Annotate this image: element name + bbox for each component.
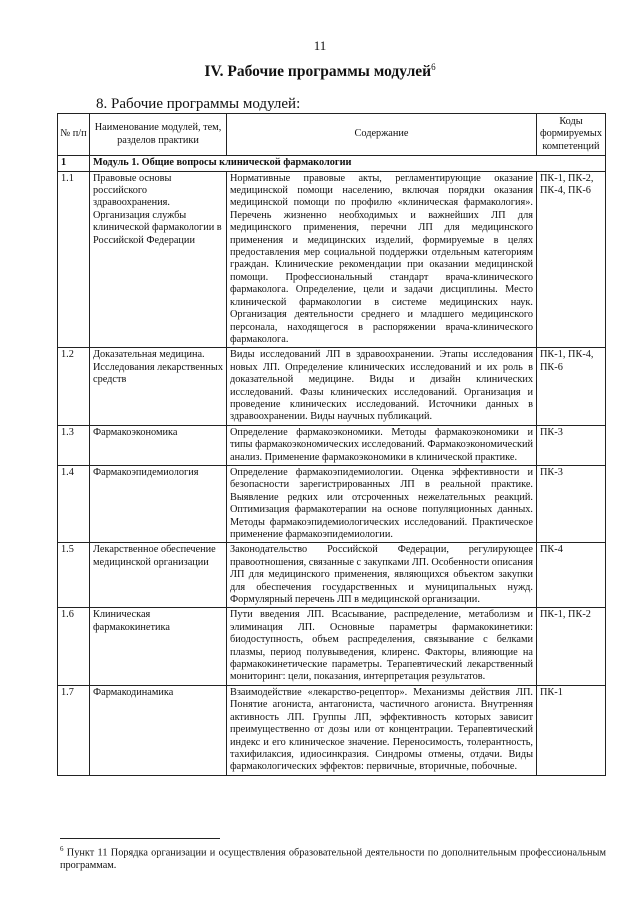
footnote-text: Пункт 11 Порядка организации и осуществления образовательной деятельности по дополнительным профессиональным программам. <box>60 847 606 871</box>
table-row <box>58 543 606 608</box>
row-num: 1.1 <box>58 171 90 348</box>
row-content: Пути введения ЛП. Всасывание, распределение, метаболизм и элиминация ЛП. Основные параметры фармакокинетики: биодоступность, объем распределения, связывание с белками плазмы, период полувыведения, клиренс. Факторы, влияющие на фармакокинетические параметры. Терапевтический лекарственный мониторинг: цели, показания, интерпретация результатов. <box>227 608 537 685</box>
module-row <box>58 156 606 171</box>
page-number: 11 <box>313 38 327 53</box>
table-row <box>58 608 606 685</box>
row-num: 1.2 <box>58 348 90 425</box>
modules-table <box>57 113 606 776</box>
row-content: Виды исследований ЛП в здравоохранении. Этапы исследования новых ЛП. Определение клинических исследований и их роль в доказательной медицине. Виды и дизайн клинических исследований. Фазы клинических исследований. Организация и проведение клинических исследований. Источники данных в здравоохранении. Виды научных публикаций. <box>227 348 537 425</box>
page-title <box>0 62 640 81</box>
row-codes: ПК-1, ПК-2 <box>537 608 606 685</box>
row-name: Клиническая фармакокинетика <box>90 608 227 685</box>
title-footnote-mark[interactable]: 6 <box>431 62 436 72</box>
row-num: 1.4 <box>58 465 90 542</box>
row-name: Фармакодинамика <box>90 685 227 775</box>
row-content: Определение фармакоэпидемиологии. Оценка эффективности и безопасности зарегистрированных ЛП в реальной практике. Выявление редких или отсроченных нежелательных реакций. Оптимизация фармакотерапии на основе популяционных данных. Методы фармакоэпидемиологических исследований. Практическое применение фармакоэпидемиологии. <box>227 465 537 542</box>
row-content: Определение фармакоэкономики. Методы фармакоэкономики и типы фармакоэкономических исследований. Фармакоэкономический анализ. Применение фармакоэкономики в клинической практике. <box>227 425 537 465</box>
table-row <box>58 425 606 465</box>
header-name: Наименование модулей, тем, разделов практики <box>90 114 227 156</box>
row-codes: ПК-3 <box>537 425 606 465</box>
row-content: Законодательство Российской Федерации, регулирующее правоотношения, связанные с закупками ЛП. Особенности описания ЛП для медицинского применения, являющихся объектом закупки для обеспечения государственных и муниципальных нужд. Формулярный перечень ЛП в медицинской организации. <box>227 543 537 608</box>
table-row <box>58 348 606 425</box>
module-num: 1 <box>58 156 90 171</box>
row-name: Доказательная медицина. Исследования лекарственных средств <box>90 348 227 425</box>
table-row <box>58 171 606 348</box>
header-num: № п/п <box>58 114 90 156</box>
footnote-divider <box>60 838 220 839</box>
row-codes: ПК-3 <box>537 465 606 542</box>
table-header-row <box>58 114 606 156</box>
section-heading: 8. Рабочие программы модулей: <box>96 96 301 112</box>
row-codes: ПК-1, ПК-4, ПК-6 <box>537 348 606 425</box>
row-num: 1.6 <box>58 608 90 685</box>
header-codes: Коды формируемых компетенций <box>537 114 606 156</box>
row-num: 1.7 <box>58 685 90 775</box>
page-title-text: IV. Рабочие программы модулей <box>204 63 432 81</box>
footnote <box>60 843 606 872</box>
row-codes: ПК-1 <box>537 685 606 775</box>
row-name: Правовые основы российского здравоохранения. Организация службы клинической фармакологии в Российской Федерации <box>90 171 227 348</box>
row-codes: ПК-1, ПК-2, ПК-4, ПК-6 <box>537 171 606 348</box>
row-num: 1.5 <box>58 543 90 608</box>
module-title: Модуль 1. Общие вопросы клинической фармакологии <box>90 156 606 171</box>
row-name: Фармакоэкономика <box>90 425 227 465</box>
row-name: Лекарственное обеспечение медицинской организации <box>90 543 227 608</box>
row-content: Взаимодействие «лекарство-рецептор». Механизмы действия ЛП. Понятие агониста, антагониста, частичного агониста. Внутренняя активность ЛП. Группы ЛП, эффективность которых зависит преимущественно от дозы или от концентрации. Терапевтический индекс и его клиническое значение. Переносимость, толерантность, тахифилаксия, идиосинкразия. Синдромы отмены, отдачи. Виды фармакологических эффектов: первичные, вторичные, побочные. <box>227 685 537 775</box>
table-row <box>58 465 606 542</box>
row-name: Фармакоэпидемиология <box>90 465 227 542</box>
header-content: Содержание <box>227 114 537 156</box>
row-num: 1.3 <box>58 425 90 465</box>
row-codes: ПК-4 <box>537 543 606 608</box>
table-row <box>58 685 606 775</box>
footnote-mark: 6 <box>60 845 64 853</box>
row-content: Нормативные правовые акты, регламентирующие оказание медицинской помощи населению, включая порядки оказания медицинской помощи по профилю «клиническая фармакология». Перечень жизненно необходимых и важнейших ЛП для медицинского применения, перечни ЛП для медицинского применения и медицинских изделий, формируемые в целях предоставления мер социальной поддержки отдельным категориям граждан. Клинические рекомендации при оказании медицинской помощи. Профессиональный стандарт врача-клинического фармаколога. Определение, цели и задачи дисциплины. Место клинической фармакологии в системе медицинских наук. Организация деятельности среднего и младшего медицинского персонала, находящегося в распоряжении врача-клинического фармаколога. <box>227 171 537 348</box>
